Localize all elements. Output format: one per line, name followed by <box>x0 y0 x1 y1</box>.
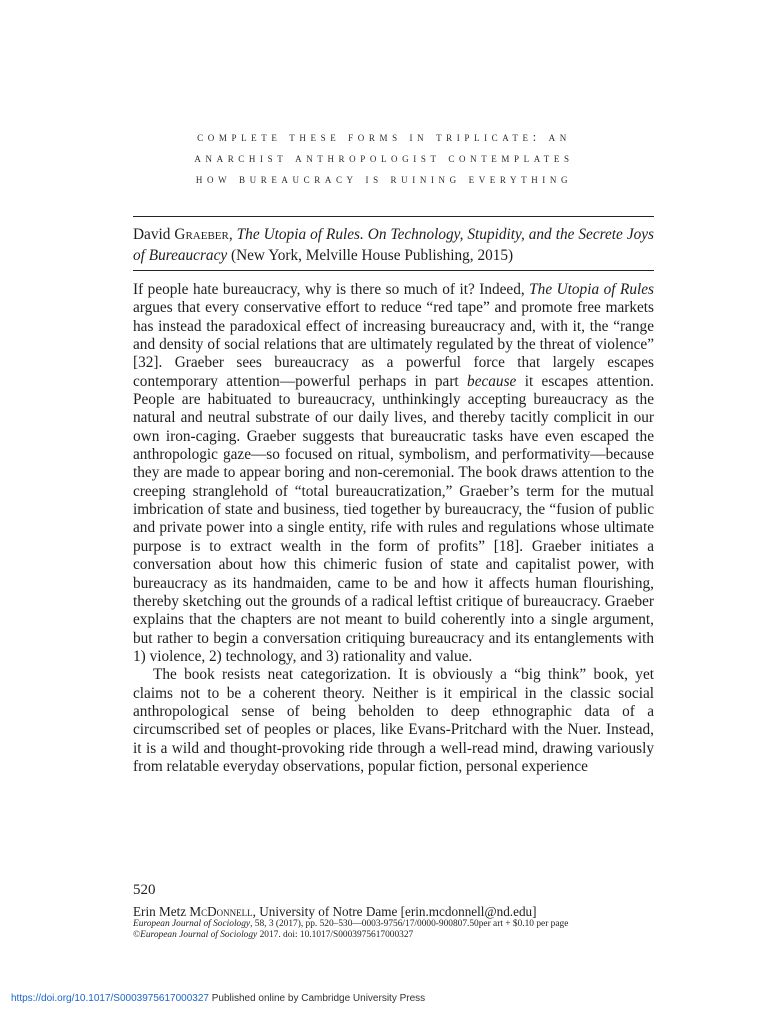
bottom-rule <box>133 270 654 271</box>
top-rule <box>133 216 654 217</box>
title-line: how bureaucracy is ruining everything <box>195 171 573 186</box>
paragraph-text: If people hate bureaucracy, why is there so much of it? Indeed, <box>133 281 530 298</box>
reviewer-last-name: McDonnell <box>189 904 253 919</box>
copyright-line <box>133 930 663 941</box>
published-online-text: Published online by Cambridge University Press <box>208 993 426 1004</box>
copyright-symbol: © <box>133 930 141 940</box>
journal-details: , 58, 3 (2017), pp. 520–530—0003-9756/17/0000-900807.50per art + $0.10 per page <box>250 919 569 929</box>
paragraph: The book resists neat categorization. It is obviously a “big think” book, yet claims not to be a coherent theory. Neither is it empirical in the classic social anthropological sense of being beholden to deep ethnographic data of a circumscribed set of peoples or places, like Evans-Pritchard with the Nuer. Instead, it is a wild and thought-provoking ride through a well-read mind, drawing variously from relatable everyday observations, popular fiction, personal experience <box>133 666 654 775</box>
paragraph-text: it escapes attention. People are habituated to bureaucracy, unthinkingly accepting bureaucracy as the natural and neutral substrate of our daily lives, and thereby tacitly complicit in our own iron-caging. Graeber suggests that bureaucratic tasks have even escaped the anthropologic gaze—so focused on ritual, symbolism, and performativity—because they are made to appear boring and non-ceremonial. The book draws attention to the creeping stranglehold of “total bureaucratization,” Graeber’s term for the mutual imbrication of state and business, tied together by bureaucracy, the “fusion of public and private power into a single entity, rife with rules and regulations whose ultimate purpose is to extract wealth in the form of profits” [18]. Graeber initiates a conversation about how this chimeric fusion of state and capitalist power, with bureaucracy as its handmaiden, came to be and how it affects human flourishing, thereby sketching out the grounds of a radical leftist critique of bureaucracy. Graeber explains that the chapters are not meant to build coherently into a single argument, but rather to begin a conversation critiquing bureaucracy and its entanglements with 1) violence, 2) technology, and 3) rationality and value. <box>133 372 654 665</box>
paragraph-text: argues that every conservative effort to reduce “red tape” and promote free markets has instead the paradoxical effect of increasing bureaucracy and, with it, the “range and density of social relations that are ultimately regulated by the threat of violence” [32]. Graeber sees bureaucracy as a powerful force that largely escapes contemporary attention—powerful perhaps in part <box>133 299 654 390</box>
title-line: anarchist anthropologist contemplates <box>194 150 574 165</box>
publisher-info: (New York, Melville House Publishing, 2015) <box>231 247 514 264</box>
author-first-name: David <box>133 226 171 243</box>
doi-link[interactable]: https://doi.org/10.1017/S0003975617000327 <box>11 993 209 1004</box>
doi-footer <box>11 993 425 1004</box>
journal-citation <box>133 919 663 930</box>
page-number: 520 <box>133 882 156 898</box>
journal-name: European Journal of Sociology <box>133 919 251 929</box>
reviewer-line <box>133 904 654 920</box>
author-last-name: Graeber <box>174 226 229 243</box>
reviewer-first-name: Erin Metz <box>133 904 187 919</box>
paragraph <box>133 281 654 666</box>
article-title <box>110 126 658 189</box>
title-line: complete these forms in triplicate: an <box>197 129 571 144</box>
journal-name: European Journal of Sociology <box>140 930 258 940</box>
review-body <box>133 281 654 776</box>
copyright-details: 2017. doi: 10.1017/S0003975617000327 <box>257 930 414 940</box>
italic-emphasis: because <box>467 372 517 390</box>
book-title: The Utopia of Rules. On Technology, Stupidity, and the Secrete Joys of Bureaucracy <box>133 226 654 264</box>
book-reference: David Graeber, The Utopia of Rules. On Technology, Stupidity, and the Secrete Joys of Bureaucracy (New York, Melville House Publishing, 2015) <box>133 226 654 264</box>
reviewer-affiliation: , University of Notre Dame [erin.mcdonnell@nd.edu] <box>252 904 537 919</box>
italic-title: The Utopia of Rules <box>529 281 654 298</box>
